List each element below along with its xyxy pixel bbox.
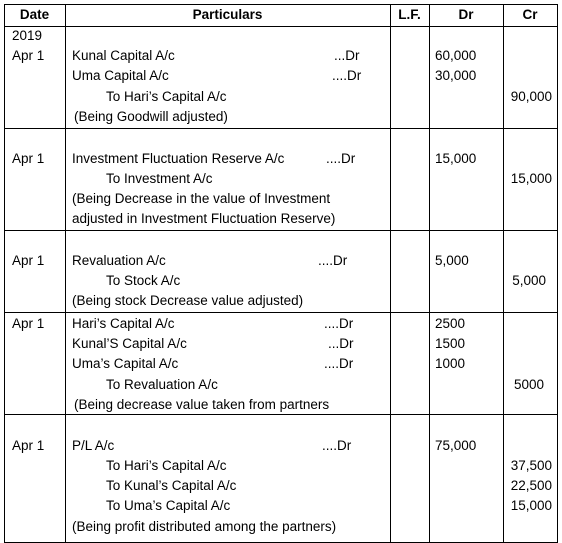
- dr-amount: 75,000: [435, 438, 477, 453]
- credit-account: To Kunal’s Capital A/c: [106, 478, 237, 493]
- column-divider-date: [65, 4, 66, 543]
- header-lf: L.F.: [398, 7, 421, 22]
- journal-table: [4, 4, 558, 543]
- table-border-right: [557, 4, 558, 543]
- column-divider-lf: [429, 4, 430, 543]
- dr-marker: ....Dr: [324, 316, 354, 331]
- dr-marker: ....Dr: [318, 253, 348, 268]
- cr-amount: 22,500: [510, 478, 552, 493]
- credit-account: To Investment A/c: [106, 171, 213, 186]
- entry-date: Apr 1: [12, 48, 45, 63]
- header-date: Date: [19, 7, 50, 22]
- dr-amount: 15,000: [435, 151, 477, 166]
- narration: (Being stock Decrease value adjusted): [72, 293, 304, 308]
- entry-date: Apr 1: [12, 438, 45, 453]
- narration: adjusted in Investment Fluctuation Reserve): [72, 211, 336, 226]
- debit-account: P/L A/c: [72, 438, 115, 453]
- column-divider-particulars: [390, 4, 391, 543]
- dr-amount: 30,000: [435, 68, 477, 83]
- year-label: 2019: [12, 28, 43, 43]
- header-cr: Cr: [522, 7, 538, 22]
- entry-date: Apr 1: [12, 316, 45, 331]
- dr-amount: 60,000: [435, 48, 477, 63]
- dr-marker: ....Dr: [326, 151, 356, 166]
- entry-date: Apr 1: [12, 253, 45, 268]
- dr-marker: ....Dr: [324, 356, 354, 371]
- column-divider-dr: [503, 4, 504, 543]
- narration: (Being Decrease in the value of Investment: [72, 191, 331, 206]
- entry-divider-2: [4, 230, 558, 231]
- credit-account: To Revaluation A/c: [106, 377, 218, 392]
- cr-amount: 15,000: [510, 498, 552, 513]
- table-border-left: [4, 4, 5, 543]
- cr-amount: 37,500: [510, 458, 552, 473]
- debit-account: Hari’s Capital A/c: [72, 316, 175, 331]
- debit-account: Uma Capital A/c: [72, 68, 169, 83]
- entry-divider-4: [4, 414, 558, 415]
- dr-marker: ...Dr: [334, 48, 360, 63]
- cr-amount: 90,000: [510, 89, 552, 104]
- credit-account: To Hari’s Capital A/c: [106, 89, 227, 104]
- cr-amount: 5,000: [512, 273, 546, 288]
- dr-amount: 1500: [435, 336, 466, 351]
- debit-account: Revaluation A/c: [72, 253, 166, 268]
- credit-account: To Stock A/c: [106, 273, 181, 288]
- credit-account: To Uma’s Capital A/c: [106, 498, 231, 513]
- cr-amount: 15,000: [510, 171, 552, 186]
- narration: (Being Goodwill adjusted): [74, 109, 228, 124]
- entry-date: Apr 1: [12, 151, 45, 166]
- dr-amount: 2500: [435, 316, 466, 331]
- dr-amount: 5,000: [435, 253, 469, 268]
- dr-marker: ....Dr: [322, 438, 352, 453]
- narration: (Being profit distributed among the partners): [72, 519, 337, 534]
- dr-amount: 1000: [435, 356, 466, 371]
- header-dr: Dr: [458, 7, 474, 22]
- header-divider: [4, 26, 558, 27]
- debit-account: Uma’s Capital A/c: [72, 356, 179, 371]
- dr-marker: ...Dr: [328, 336, 354, 351]
- entry-divider-1: [4, 128, 558, 129]
- cr-amount: 5000: [513, 377, 544, 392]
- credit-account: To Hari’s Capital A/c: [106, 458, 227, 473]
- debit-account: Kunal Capital A/c: [72, 48, 175, 63]
- header-particulars: Particulars: [192, 7, 263, 22]
- debit-account: Investment Fluctuation Reserve A/c: [72, 151, 285, 166]
- entry-divider-3: [4, 312, 558, 313]
- dr-marker: ....Dr: [332, 68, 362, 83]
- narration: (Being decrease value taken from partners: [74, 397, 330, 412]
- debit-account: Kunal’S Capital A/c: [72, 336, 187, 351]
